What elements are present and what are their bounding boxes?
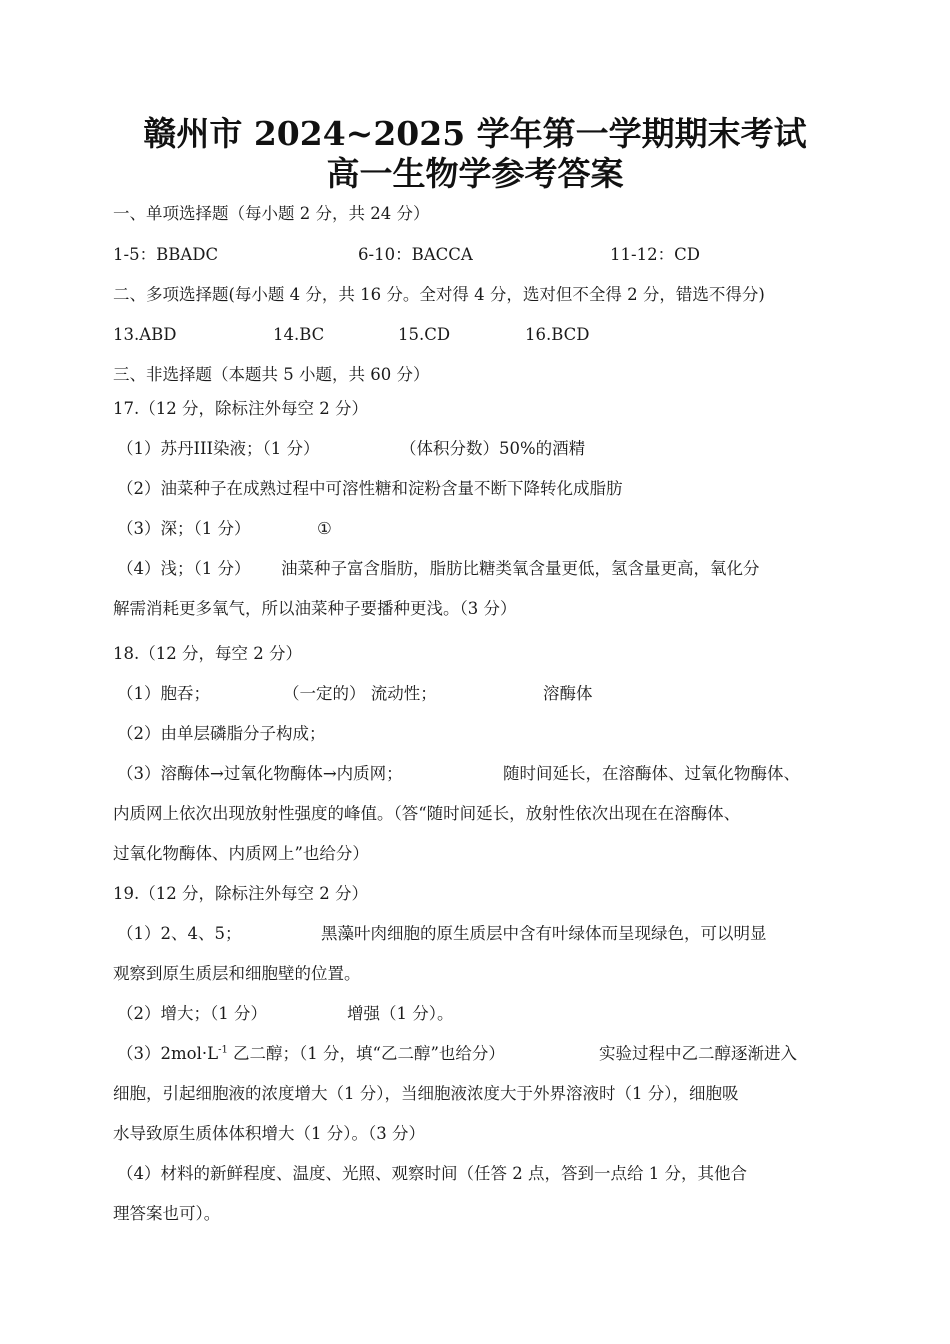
section2-heading: 二、多项选择题(每小题 4 分，共 16 分。全对得 4 分，选对但不全得 2 分，错选不得分) [113,285,765,304]
q17-part4-answer-a: （4）浅；（1 分） [117,559,251,578]
q19-part3-continued-1: 细胞，引起细胞液的浓度增大（1 分），当细胞液浓度大于外界溶液时（1 分），细胞吸 [113,1084,739,1103]
q17-part4-continued: 解需消耗更多氧气，所以油菜种子要播种更浅。（3 分） [113,599,517,618]
q17-part3-answer-a: （3）深；（1 分） [117,519,251,538]
q18-part1-answer-c: 溶酶体 [543,684,593,703]
answer-11-12: 11-12：CD [610,245,700,264]
q19-part3-answer-a-pre: （3）2mol·L [117,1044,219,1063]
q19-part2-answer-a: （2）增大；（1 分） [117,1004,267,1023]
q19-part3 [117,1043,837,1065]
answer-16: 16.BCD [525,325,590,344]
section2-answers [113,324,833,346]
q17-heading: 17.（12 分，除标注外每空 2 分） [113,399,368,418]
section3-heading: 三、非选择题（本题共 5 小题，共 60 分） [113,365,430,384]
q18-part2: （2）由单层磷脂分子构成； [117,724,326,743]
q19-part3-continued-2: 水导致原生质体体积增大（1 分）。（3 分） [113,1124,425,1143]
section1-answers [113,244,833,266]
answer-14: 14.BC [273,325,325,344]
q19-part1-answer-b: 黑藻叶肉细胞的原生质层中含有叶绿体而呈现绿色，可以明显 [321,924,767,943]
answer-6-10: 6-10：BACCA [358,245,473,264]
answer-13: 13.ABD [113,325,177,344]
q19-part2-answer-b: 增强（1 分）。 [347,1004,454,1023]
q19-part1-continued: 观察到原生质层和细胞壁的位置。 [113,964,361,983]
q19-part3-answer-a-post: 乙二醇；（1 分，填“乙二醇”也给分） [227,1044,505,1063]
q17-part4 [117,558,837,580]
q19-heading: 19.（12 分，除标注外每空 2 分） [113,884,368,903]
q18-part1-answer-a: （1）胞吞； [117,684,210,703]
q18-part3-answer-b: 随时间延长，在溶酶体、过氧化物酶体、 [503,764,800,783]
q17-part3-answer-b: ① [317,519,332,538]
q18-part3 [117,763,837,785]
q18-part1-answer-b: （一定的） 流动性； [283,684,437,703]
document-title-line2: 高一生物学参考答案 [326,154,624,193]
q17-part3 [117,518,837,540]
q19-part3-answer-b: 实验过程中乙二醇逐渐进入 [599,1044,797,1063]
q18-part1 [117,683,837,705]
document-title-line1: 赣州市 2024~2025 学年第一学期期末考试 [143,114,807,153]
q17-part2: （2）油菜种子在成熟过程中可溶性糖和淀粉含量不断下降转化成脂肪 [117,479,623,498]
q19-part3-answer-a [117,1043,505,1065]
answer-1-5: 1-5：BBADC [113,245,219,264]
q19-part4-continued: 理答案也可）。 [113,1204,221,1223]
q18-part3-answer-a: （3）溶酶体→过氧化物酶体→内质网； [117,764,403,783]
section1-heading: 一、单项选择题（每小题 2 分，共 24 分） [113,204,430,223]
q19-part4: （4）材料的新鲜程度、温度、光照、观察时间（任答 2 点，答到一点给 1 分，其他合 [117,1164,747,1183]
q17-part1-answer-a: （1）苏丹III染液；（1 分） [117,439,320,458]
q19-part3-superscript: -1 [218,1044,228,1056]
answer-15: 15.CD [398,325,451,344]
q17-part1-answer-b: （体积分数）50%的酒精 [400,439,586,458]
q18-heading: 18.（12 分，每空 2 分） [113,644,302,663]
q19-part2 [117,1003,837,1025]
q17-part1 [117,438,837,460]
q19-part1 [117,923,837,945]
q19-part1-answer-a: （1）2、4、5； [117,924,242,943]
q18-part3-continued-2: 过氧化物酶体、内质网上”也给分） [113,844,369,863]
q17-part4-answer-b: 油菜种子富含脂肪，脂肪比糖类氧含量更低，氢含量更高，氧化分 [281,559,760,578]
q18-part3-continued-1: 内质网上依次出现放射性强度的峰值。（答“随时间延长，放射性依次出现在在溶酶体、 [113,804,741,823]
